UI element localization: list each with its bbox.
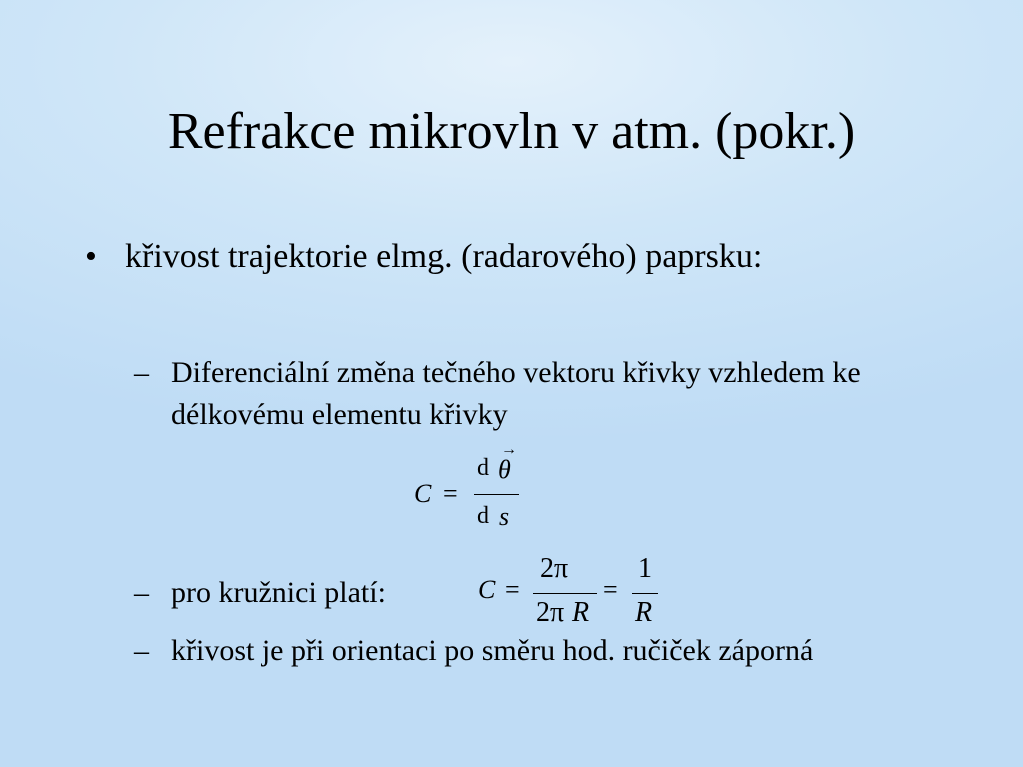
eq2-den-2: R [635,597,653,628]
eq2-num-1: 2π [540,553,569,584]
sub-item-marker: – [134,576,149,609]
eq2-equals-1: = [505,575,520,604]
eq1-equals: = [443,479,458,508]
eq1-den-s: s [499,502,510,531]
slide-title: Refrakce mikrovln v atm. (pokr.) [167,103,856,160]
bullet-marker: • [85,238,97,275]
eq1-num-d: d [477,455,489,481]
eq1-den-d: d [477,503,489,529]
eq2-lhs: C [478,575,496,604]
sub-item-text: pro kružnici platí: [171,576,386,609]
eq1-lhs: C [414,479,432,508]
eq2-fraction-line-2 [632,593,658,594]
sub-item-marker: – [134,634,149,667]
bullet-text: křivost trajektorie elmg. (radarového) paprsku: [125,238,763,275]
eq1-fraction-line [474,494,519,495]
eq1-vector-arrow: → [501,441,517,458]
eq2-equals-2: = [603,575,618,604]
sub-item-text: Diferenciální změna tečného vektoru křivky vzhledem ke délkovému elementu křivky [171,356,861,431]
eq2-fraction-line-1 [533,593,597,594]
curvature-definition-equation [410,441,530,533]
sub-item-text: křivost je při orientaci po směru hod. ručiček záporná [171,634,814,667]
eq2-den-1b: R [572,597,590,628]
eq2-num-2: 1 [638,553,652,584]
circle-curvature-equation [472,553,672,637]
sub-item-marker: – [134,356,149,389]
eq1-num-theta: θ [498,455,511,484]
eq2-den-1a: 2π [536,597,565,628]
